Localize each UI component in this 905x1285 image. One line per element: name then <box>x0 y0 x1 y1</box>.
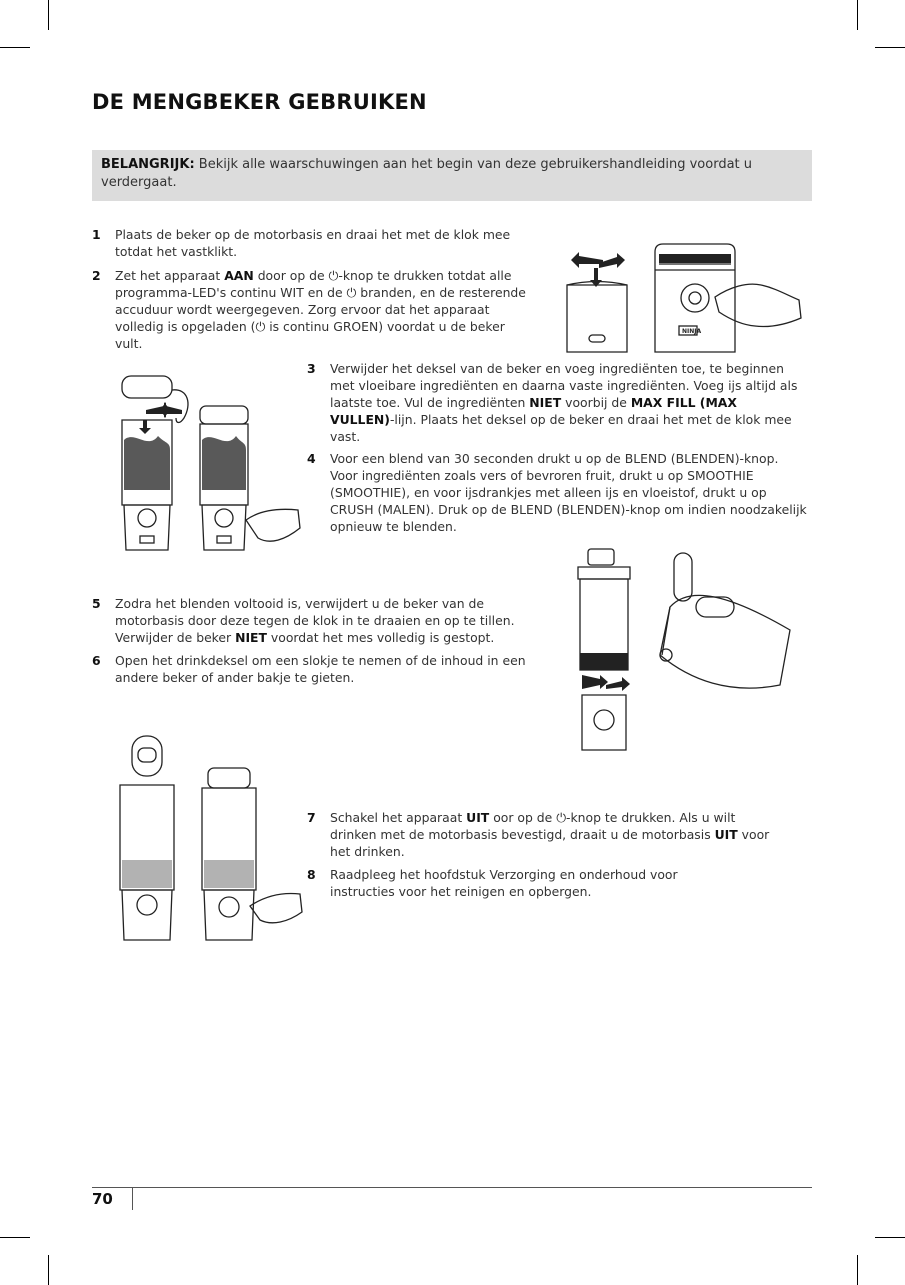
illustration-base-and-power <box>555 240 810 358</box>
step-text <box>330 450 807 535</box>
step-text <box>115 267 532 352</box>
step-text-run: Plaats de beker op de motorbasis en draai het met de klok mee totdat het vastklikt. <box>115 227 511 259</box>
step-text-run: -lijn. Plaats het deksel op de beker en draai het met de klok mee vast. <box>330 412 792 444</box>
step-2 <box>92 267 532 352</box>
step-text-bold: NIET <box>235 630 267 645</box>
notice-text: Bekijk alle waarschuwingen aan het begin van deze gebruikershandleiding voordat u verdergaat. <box>101 157 753 190</box>
step-number: 2 <box>92 268 101 283</box>
notice-label: BELANGRIJK: <box>101 157 195 172</box>
step-5 <box>92 595 542 646</box>
page-number: 70 <box>92 1190 113 1208</box>
step-text-run: voor het drinken. <box>330 827 770 859</box>
step-text-run: Open het drinkdeksel om een slokje te nemen of de inhoud in een andere beker of ander bakje te gieten. <box>115 653 526 685</box>
step-number: 5 <box>92 596 101 611</box>
step-text-run: voordat het mes volledig is gestopt. <box>266 630 495 645</box>
step-text-run: voorbij de <box>561 395 631 410</box>
important-notice <box>92 150 812 201</box>
step-text-run: Zodra het blenden voltooid is, verwijdert u de beker van de motorbasis door deze tegen de klok in te draaien en op te tillen. Verwijder de beker <box>115 596 515 645</box>
step-text-bold: NIET <box>529 395 562 410</box>
step-number: 3 <box>307 361 316 376</box>
step-number: 4 <box>307 451 316 466</box>
illustration-fill-blenders <box>110 370 305 565</box>
step-text-run: Zet het apparaat <box>115 268 225 283</box>
step-text <box>115 652 532 686</box>
brand-logo: NINJA <box>682 328 702 335</box>
illustration-finish-blenders <box>110 730 305 945</box>
step-6 <box>92 652 532 686</box>
step-1 <box>92 226 532 260</box>
step-text <box>330 866 707 900</box>
step-7 <box>307 809 777 860</box>
step-text-bold: UIT <box>714 827 738 842</box>
crop-mark <box>857 1255 858 1285</box>
step-number: 8 <box>307 867 316 882</box>
step-text <box>330 809 777 860</box>
step-text <box>330 360 803 445</box>
step-text <box>115 595 542 646</box>
step-number: 7 <box>307 810 316 825</box>
step-text-run: Voor een blend van 30 seconden drukt u op de BLEND (BLENDEN)-knop. Voor ingrediënten zoals vers of bevroren fruit, drukt u op SMOOTHIE (SMOOTHIE), en voor ijsdrankjes met alleen ijs en vloeistof, drukt u op CRUSH (MALEN). Druk op de BLEND (BLENDEN)-knop om indien noodzakelijk opnieuw te blenden. <box>330 451 807 534</box>
footer-divider <box>92 1187 812 1188</box>
step-text-run: Schakel het apparaat <box>330 810 467 825</box>
step-3 <box>307 360 803 445</box>
step-number: 6 <box>92 653 101 668</box>
footer-separator <box>132 1188 133 1210</box>
crop-mark <box>857 0 858 30</box>
step-8 <box>307 866 707 900</box>
step-text-run: Raadpleeg het hoofdstuk Verzorging en onderhoud voor instructies voor het reinigen en opbergen. <box>330 867 678 899</box>
crop-mark <box>0 1237 30 1238</box>
step-text-bold: AAN <box>224 268 254 283</box>
crop-mark <box>875 47 905 48</box>
crop-mark <box>875 1237 905 1238</box>
illustration-remove-and-open <box>570 545 805 760</box>
crop-mark <box>0 47 30 48</box>
step-text-bold: UIT <box>466 810 490 825</box>
crop-mark <box>48 1255 49 1285</box>
step-text-bold: MAX FILL (MAX VULLEN) <box>330 395 737 427</box>
crop-mark <box>48 0 49 30</box>
step-4 <box>307 450 807 535</box>
step-text-run: door op de ⏻-knop te drukken totdat alle programma-LED's continu WIT en de ⏻ branden, en de resterende accuduur wordt weergegeven. Zorg ervoor dat het apparaat volledig is opgeladen (⏻ is continu GROEN) voordat u de beker vult. <box>115 268 526 351</box>
step-text-run: oor op de ⏻-knop te drukken. Als u wilt drinken met de motorbasis bevestigd, draait u de motorbasis <box>330 810 736 842</box>
page-title: DE MENGBEKER GEBRUIKEN <box>92 90 427 114</box>
step-number: 1 <box>92 227 101 242</box>
step-text <box>115 226 532 260</box>
step-text-run: Verwijder het deksel van de beker en voeg ingrediënten toe, te beginnen met vloeibare ingrediënten en daarna vaste ingrediënten. Voeg ijs altijd als laatste toe. Vul de ingrediënten <box>330 361 798 410</box>
